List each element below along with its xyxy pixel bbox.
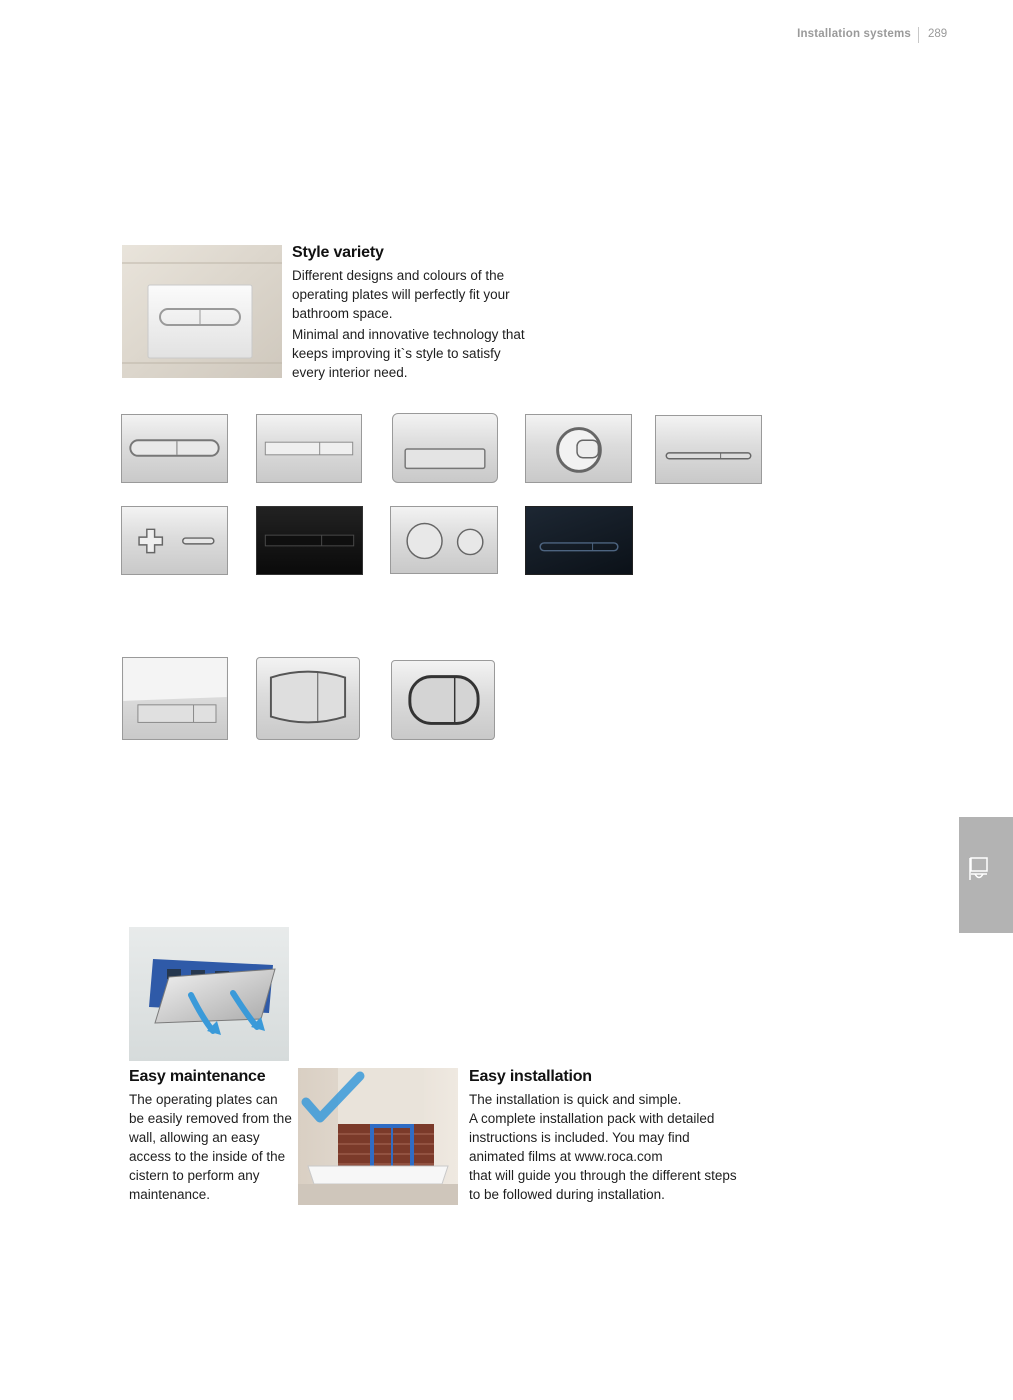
easy-installation-line-3: that will guide you through the different steps to be followed during installation.: [469, 1168, 737, 1202]
operating-plate-chrome-rounded: [391, 660, 495, 740]
page-number: 289: [928, 28, 948, 40]
operating-plate-navy-glass: [525, 506, 633, 575]
operating-plate-slim-bar: [256, 414, 362, 483]
style-variety-paragraph-1: Different designs and colours of the operating plates will perfectly fit your bathroom space.: [292, 268, 510, 321]
wc-frame-icon: [969, 857, 989, 881]
running-header-section: Installation systems: [797, 28, 911, 40]
operating-plate-round: [525, 414, 632, 483]
easy-installation-heading: Easy installation: [469, 1068, 592, 1085]
operating-plate-wedge-dual: [122, 657, 228, 740]
style-variety-text: [292, 244, 532, 382]
easy-installation-photo: [298, 1068, 458, 1205]
easy-installation-line-2: A complete installation pack with detailed instructions is included. You may find animated films at www.roca.com: [469, 1111, 715, 1164]
easy-maintenance-paragraph: The operating plates can be easily removed from the wall, allowing an easy access to the inside of the cistern to perform any maintenance.: [129, 1092, 292, 1202]
easy-maintenance-heading: Easy maintenance: [129, 1068, 266, 1085]
section-side-tab: [959, 817, 1013, 933]
style-variety-photo: [122, 245, 282, 378]
operating-plate-twin-circles: [390, 506, 498, 574]
operating-plate-cross-handle: [121, 506, 228, 575]
operating-plate-chrome-bowed: [256, 657, 360, 740]
style-variety-paragraph-2: Minimal and innovative technology that keeps improving it`s style to satisfy every interior need.: [292, 327, 525, 380]
easy-maintenance-text: [129, 1068, 293, 1204]
operating-plate-oval-dual: [121, 414, 228, 483]
operating-plate-thin-line: [655, 415, 762, 484]
easy-installation-text: [469, 1068, 737, 1204]
header-divider: [918, 27, 919, 43]
easy-maintenance-photo: [129, 927, 289, 1061]
operating-plate-large-rectangle: [392, 413, 498, 483]
operating-plate-black-glass: [256, 506, 363, 575]
style-variety-heading: Style variety: [292, 244, 384, 261]
easy-installation-line-1: The installation is quick and simple.: [469, 1092, 682, 1107]
